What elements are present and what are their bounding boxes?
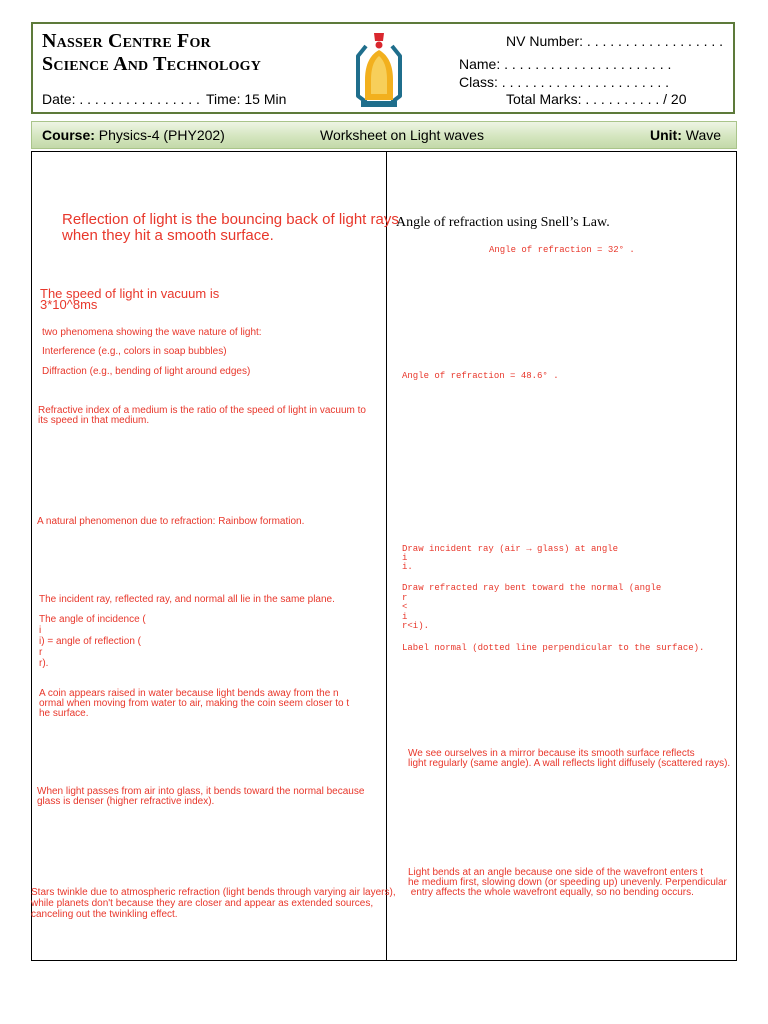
course-value: Physics-4 (PHY202)	[98, 127, 225, 143]
answer-reflection-line2: when they hit a smooth surface.	[62, 227, 274, 244]
name-field: Name: . . . . . . . . . . . . . . . . . . . . . .	[459, 56, 672, 72]
answer-stars: Stars twinkle due to atmospheric refraction (light bends through varying air layers), while planets don't because they are closer and appear as extended sources, canceling out the twinkling effect.	[31, 887, 396, 920]
answer-wavefront: Light bends at an angle because one side of the wavefront enters t he medium first, slowing down (or speeding up) unevenly. Perpendicular entry affects the whole wavefront equally, so no bending occurs.	[408, 867, 727, 898]
unit-value: Wave	[685, 127, 722, 143]
school-logo-icon	[352, 30, 406, 110]
answer-speed-line1: The speed of light in vacuum is	[40, 286, 220, 301]
school-name-line1: Nasser Centre For	[42, 30, 211, 52]
answer-speed-line2: 3*10^8ms	[40, 297, 98, 312]
time-label: Time: 15 Min	[206, 91, 287, 107]
answer-mirror-line1: We see ourselves in a mirror because its smooth surface reflects	[408, 748, 695, 759]
answer-snells-law: Angle of refraction using Snell’s Law.	[396, 215, 610, 230]
worksheet-title: Worksheet on Light waves	[320, 127, 484, 143]
unit-info	[650, 127, 721, 143]
unit-label: Unit:	[650, 127, 682, 143]
answer-draw-refracted: Draw refracted ray bent toward the normal (angle r < i r<i).	[402, 583, 662, 631]
column-divider	[386, 151, 387, 961]
answer-label-normal: Label normal (dotted line perpendicular to the surface).	[402, 643, 705, 653]
answer-phenomena-intro: two phenomena showing the wave nature of light:	[42, 327, 262, 338]
answer-draw-incident: Draw incident ray (air → glass) at angle i i.	[402, 544, 619, 572]
class-field: Class: . . . . . . . . . . . . . . . . . . . . . .	[459, 74, 670, 90]
answer-angle-2: Angle of refraction = 48.6° .	[402, 371, 559, 381]
answer-same-plane: The incident ray, reflected ray, and normal all lie in the same plane.	[39, 594, 335, 605]
answer-coin: A coin appears raised in water because light bends away from the n ormal when moving from water to air, making the coin seem closer to t he surface.	[39, 688, 350, 719]
answer-angle-1: Angle of refraction = 32° .	[489, 245, 635, 255]
nv-number-field: NV Number: . . . . . . . . . . . . . . . . . .	[506, 33, 724, 49]
date-field: Date: . . . . . . . . . . . . . . . .	[42, 91, 200, 107]
answer-law-of-reflection: The angle of incidence ( i i) = angle of reflection ( r r).	[39, 614, 146, 669]
answer-glass-line1: When light passes from air into glass, it bends toward the normal because	[37, 786, 365, 797]
answer-rainbow: A natural phenomenon due to refraction: Rainbow formation.	[37, 516, 305, 527]
answer-reflection-line1: Reflection of light is the bouncing back of light rays	[62, 211, 399, 228]
answer-glass-line2: glass is denser (higher refractive index).	[37, 796, 215, 807]
answer-diffraction: Diffraction (e.g., bending of light around edges)	[42, 366, 251, 377]
course-label: Course:	[42, 127, 95, 143]
school-name-line2: Science And Technology	[42, 53, 262, 75]
answer-refractive-line2: its speed in that medium.	[38, 415, 150, 426]
answer-mirror-line2: light regularly (same angle). A wall reflects light diffusely (scattered rays).	[408, 758, 731, 769]
course-info	[42, 127, 225, 143]
answer-refractive-line1: Refractive index of a medium is the ratio of the speed of light in vacuum to	[38, 405, 366, 416]
answer-interference: Interference (e.g., colors in soap bubbles)	[42, 346, 227, 357]
answer-area	[31, 151, 737, 961]
total-marks-field: Total Marks: . . . . . . . . . . / 20	[506, 91, 687, 107]
